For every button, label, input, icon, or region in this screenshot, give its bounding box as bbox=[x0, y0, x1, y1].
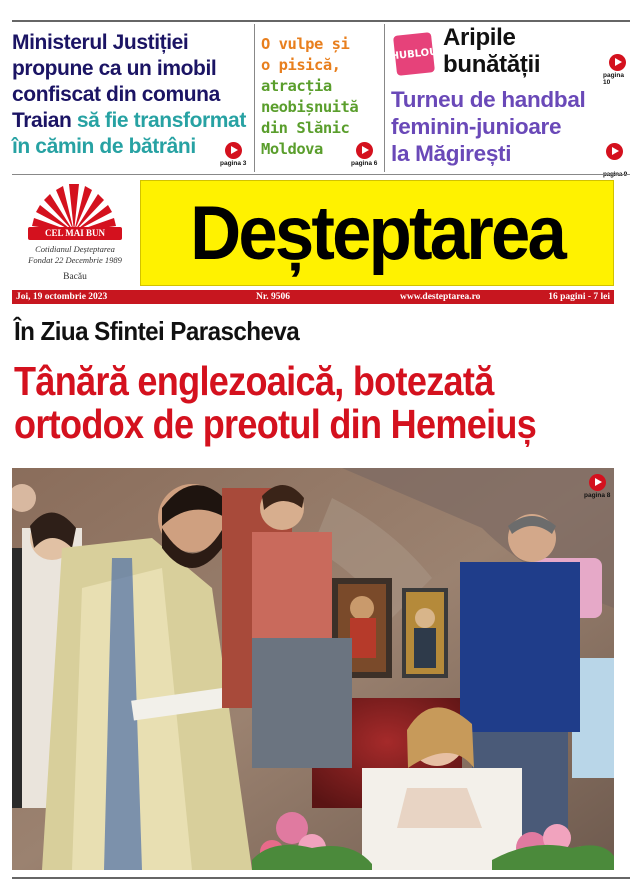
issue-number: Nr. 9506 bbox=[256, 292, 290, 302]
teaser-handbal-line: feminin-junioare bbox=[391, 114, 562, 139]
play-arrow-icon bbox=[356, 142, 373, 159]
main-story-kicker: În Ziua Sfintei Parascheva bbox=[14, 316, 300, 346]
hublou-logo: HUBLOU bbox=[393, 32, 435, 76]
play-arrow-icon bbox=[606, 143, 623, 160]
bottom-rule bbox=[12, 877, 630, 879]
teaser-justitie-headline: Ministerul Justiției propune ca un imobil confiscat din comuna Traian să fie transformat în cămin de bătrâni bbox=[12, 31, 246, 158]
masthead-title-box[interactable] bbox=[140, 180, 614, 286]
pages-price: 16 pagini - 7 lei bbox=[548, 292, 610, 302]
teaser-right-column bbox=[384, 24, 630, 172]
headline-line: Tânără englezoaică, botezată bbox=[14, 358, 494, 404]
page-label: pagina 6 bbox=[351, 160, 378, 167]
teaser-handbal-line: Turneu de handbal bbox=[391, 87, 586, 112]
page-link-aripile[interactable] bbox=[603, 54, 631, 86]
badge-label: CEL MAI BUN bbox=[28, 227, 122, 240]
play-arrow-icon bbox=[609, 54, 626, 71]
page-label: pagina 10 bbox=[603, 72, 624, 86]
date-bar bbox=[12, 290, 614, 304]
teaser-aripile-headline: Aripile bunătății bbox=[443, 24, 541, 78]
play-arrow-icon bbox=[225, 142, 242, 159]
play-arrow-icon bbox=[589, 474, 606, 491]
teaser-vulpe[interactable] bbox=[254, 24, 380, 172]
top-rule bbox=[12, 20, 630, 22]
website-link[interactable]: www.desteptarea.ro bbox=[400, 292, 481, 302]
teaser-justitie[interactable] bbox=[12, 24, 248, 172]
page-label: pagina 3 bbox=[220, 160, 247, 167]
page-link-vulpe[interactable] bbox=[351, 142, 377, 167]
badge-subtitle: Cotidianul Deșteptarea Fondat 22 Decembrie 1989 bbox=[28, 244, 122, 265]
headline-line: ortodox de preotul din Hemeiuș bbox=[14, 401, 537, 447]
teaser-vulpe-headline: O vulpe și o pisică, atracția neobișnuită din Slănic Moldova bbox=[261, 35, 359, 158]
newspaper-title: Deșteptarea bbox=[190, 190, 564, 276]
teaser-row bbox=[12, 24, 630, 172]
issue-date: Joi, 19 octombrie 2023 bbox=[16, 292, 108, 302]
teaser-handbal-line: la Măgirești bbox=[391, 141, 512, 166]
masthead-rule bbox=[12, 174, 630, 175]
badge-city: Bacău bbox=[63, 272, 87, 282]
cel-mai-bun-badge bbox=[12, 180, 138, 286]
baptism-photo-illustration bbox=[12, 468, 614, 870]
main-story-headline[interactable] bbox=[14, 360, 624, 446]
baptism-photo[interactable] bbox=[12, 468, 614, 870]
page-link-justitie[interactable] bbox=[220, 142, 246, 167]
teaser-aripile[interactable] bbox=[391, 24, 631, 84]
teaser-handbal[interactable] bbox=[391, 86, 631, 167]
page-label: pagina 8 bbox=[584, 492, 611, 499]
page-link-main-story[interactable] bbox=[584, 474, 610, 499]
